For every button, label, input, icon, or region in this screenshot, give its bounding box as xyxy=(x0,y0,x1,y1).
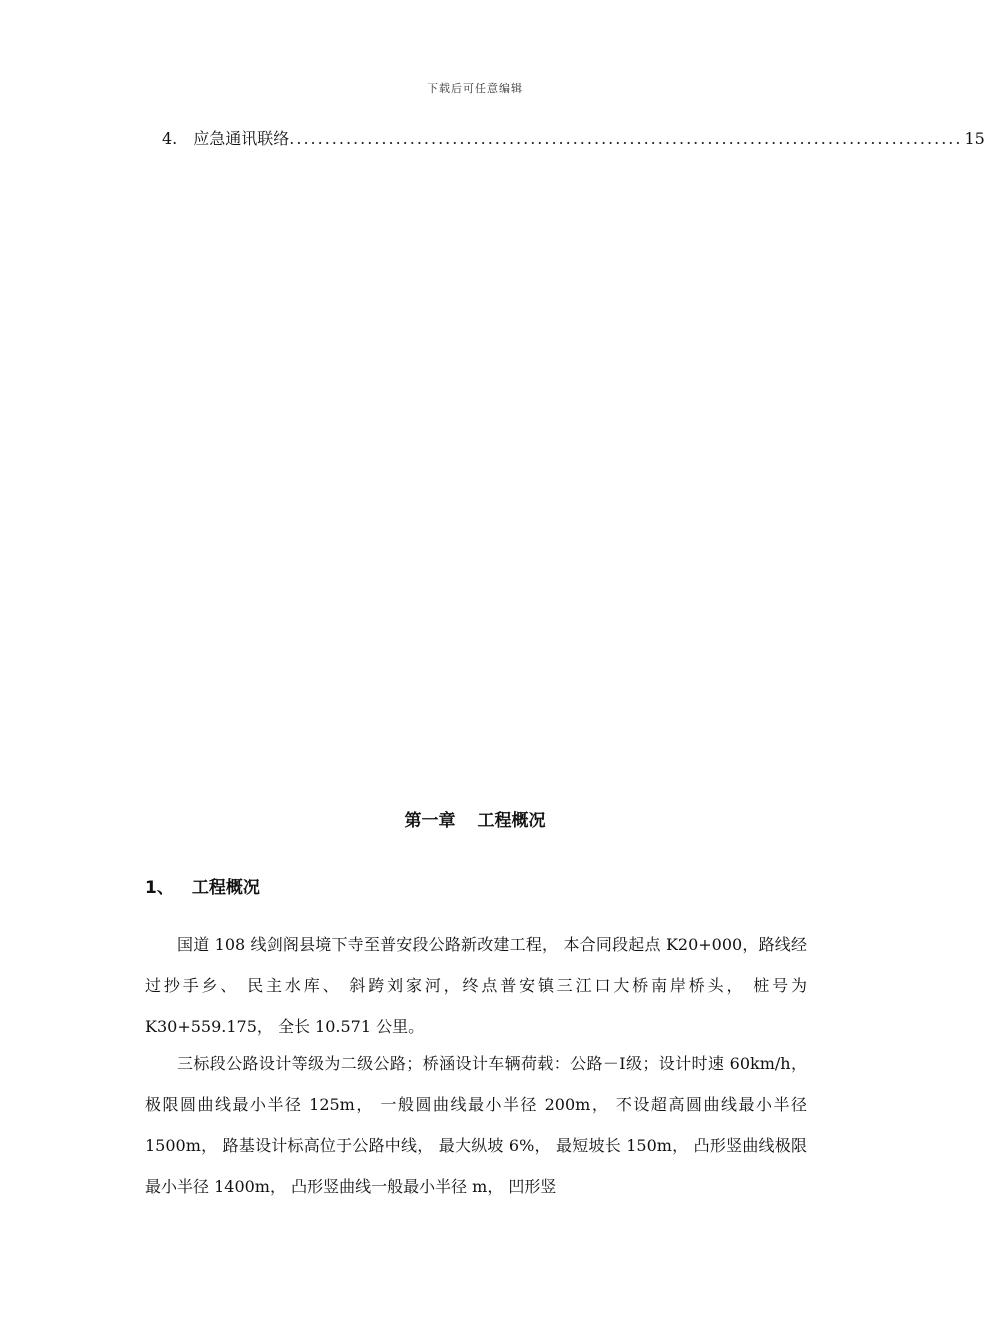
section-heading xyxy=(145,873,260,898)
chapter-name: 工程概况 xyxy=(477,811,546,831)
chapter-title xyxy=(0,806,950,831)
body-text xyxy=(145,924,807,1207)
chapter-number: 第一章 xyxy=(404,811,456,831)
toc-entry[interactable] xyxy=(162,126,985,148)
toc-entry-title: 应急通讯联络 xyxy=(193,129,290,148)
paragraph: 国道 108 线剑阁县境下寺至普安段公路新改建工程， 本合同段起点 K20+000，路线经过抄手乡、 民主水库、 斜跨刘家河，终点普安镇三江口大桥南岸桥头， 桩号为 K30+559.175， 全长 10.571 公里。 xyxy=(145,935,807,1036)
section-number: 1、 xyxy=(145,878,174,898)
section-title: 工程概况 xyxy=(191,878,260,898)
toc-entry-page: 15 xyxy=(964,129,985,148)
toc-entry-number: 4. xyxy=(162,129,178,148)
paragraph: 三标段公路设计等级为二级公路；桥涵设计车辆荷载：公路－Ⅰ级；设计时速 60km/h， 极限圆曲线最小半径 125m， 一般圆曲线最小半径 200m， 不设超高圆曲线最小半径 1500m， 路基设计标高位于公路中线， 最大纵坡 6%， 最短坡长 150m， 凸形竖曲线极限最小半径 1400m， 凸形竖曲线一般最小半径 m， 凹形竖 xyxy=(145,1054,807,1196)
page-header-note: 下载后可任意编辑 xyxy=(427,82,523,95)
toc-leader-dots: ............................................................................................... xyxy=(289,129,963,148)
